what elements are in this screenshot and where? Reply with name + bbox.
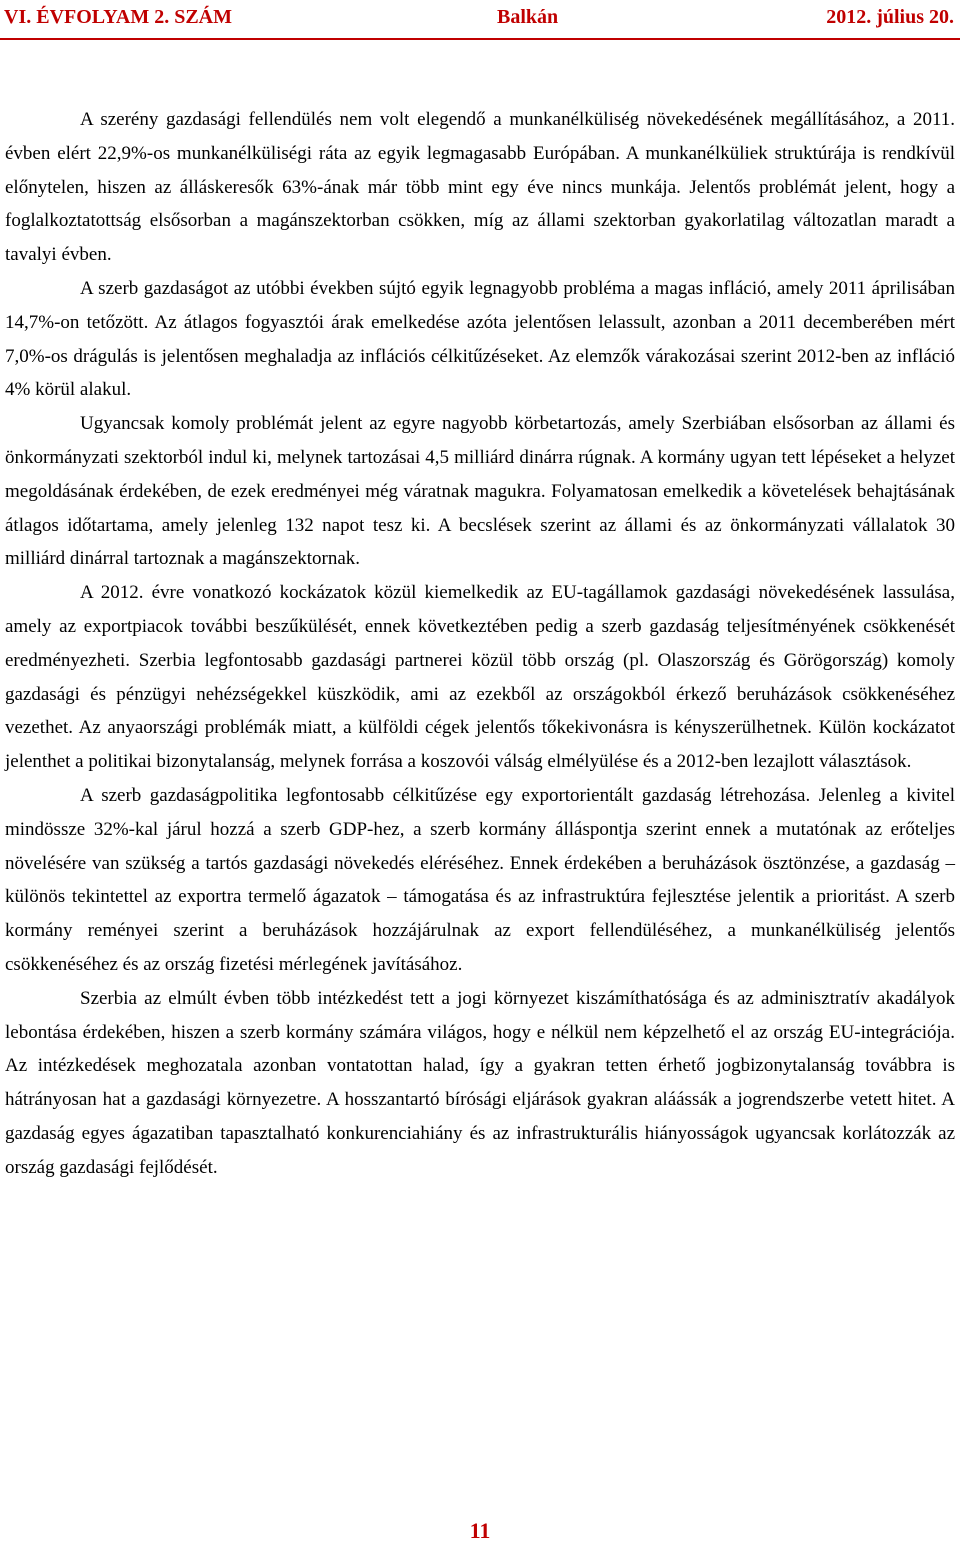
header-volume-issue: VI. ÉVFOLYAM 2. SZÁM (4, 6, 232, 28)
paragraph-arrears: Ugyancsak komoly problémát jelent az egyre nagyobb körbetartozás, amely Szerbiában elsősorban az állami és önkormányzati szektorból indul ki, melynek tartozásai 4,5 milliárd dinárra rúgnak. A kormány ugyan tett lépéseket a helyzet megoldásának érdekében, de ezek eredményei még váratnak magukra. Folyamatosan emelkedik a követelések behajtásának átlagos időtartama, amely jelenleg 132 napot tesz ki. A becslések szerint az állami és az önkormányzati vállalatok 30 milliárd dinárral tartoznak a magánszektornak. (5, 413, 955, 570)
page-number: 11 (469, 1518, 491, 1543)
header-section-title: Balkán (497, 6, 559, 28)
article-body (5, 103, 955, 1185)
paragraph-legal-environment: Szerbia az elmúlt évben több intézkedést tett a jogi környezet kiszámíthatósága és az adminisztratív akadályok lebontása érdekében, hiszen a szerb kormány számára világos, hogy e nélkül nem képzelhető el az ország EU-integrációja. Az intézkedések meghozatala azonban vontatottan halad, így a gyakran tetten érhető jogbizonytalanság továbbra is hátrányosan hat a gazdasági környezetre. A hosszantartó bírósági eljárások gyakran aláássák a jogrendszerbe vetett hitet. A gazdaság egyes ágazatiban tapasztalható konkurenciahiány és az infrastrukturális hiányosságok ugyancsak korlátozzák az ország gazdasági fejlődését. (5, 987, 955, 1178)
header-date: 2012. július 20. (826, 6, 954, 28)
page-header (0, 0, 960, 40)
paragraph-inflation: A szerb gazdaságot az utóbbi években sújtó egyik legnagyobb probléma a magas infláció, amely 2011 áprilisában 14,7%-on tetőzött. Az átlagos fogyasztói árak emelkedése azóta jelentősen lelassult, azonban a 2011 decemberében mért 7,0%-os drágulás is jelentősen meghaladja az inflációs célkitűzéseket. Az elemzők várakozásai szerint 2012-ben az infláció 4% körül alakul. (5, 277, 955, 401)
paragraph-unemployment: A szerény gazdasági fellendülés nem volt elegendő a munkanélküliség növekedésének megállításához, a 2011. évben elért 22,9%-os munkanélküliségi ráta az egyik legmagasabb Európában. A munkanélküliek struktúrája is rendkívül előnytelen, hiszen az álláskeresők 63%-ának már több mint egy éve nincs munkája. Jelentős problémát jelent, hogy a foglalkoztatottság elsősorban a magánszektorban csökken, míg az állami szektorban gyakorlatilag változatlan maradt a tavalyi évben. (5, 109, 955, 266)
paragraph-risks: A 2012. évre vonatkozó kockázatok közül kiemelkedik az EU-tagállamok gazdasági növekedésének lassulása, amely az exportpiacok további beszűkülését, ennek következtében pedig a szerb gazdaság teljesítményének csökkenését eredményezheti. Szerbia legfontosabb gazdasági partnerei közül több ország (pl. Olaszország és Görögország) komoly gazdasági és pénzügyi nehézségekkel küszködik, ami az ezekből az országokból érkező beruházások csökkenéséhez vezethet. Az anyaországi problémák miatt, a külföldi cégek jelentős tőkekivonásra is kényszerülhetnek. Külön kockázatot jelenthet a politikai bizonytalanság, melynek forrása a koszovói válság elmélyülése és a 2012-ben lezajlott választások. (5, 582, 955, 773)
paragraph-economic-policy: A szerb gazdaságpolitika legfontosabb célkitűzése egy exportorientált gazdaság létrehozása. Jelenleg a kivitel mindössze 32%-kal járul hozzá a szerb GDP-hez, a szerb kormány álláspontja szerint ennek a mutatónak az erőteljes növelésére van szükség a tartós gazdasági növekedés eléréséhez. Ennek érdekében a beruházások ösztönzése, a gazdaság – különös tekintettel az exportra termelő ágazatok – támogatása és az infrastruktúra fejlesztése jelentik a prioritást. A szerb kormány reményei szerint a beruházások hozzájárulnak az export fellendüléséhez, a munkanélküliség jelentős csökkenéséhez és az ország fizetési mérlegének javításához. (5, 784, 955, 975)
